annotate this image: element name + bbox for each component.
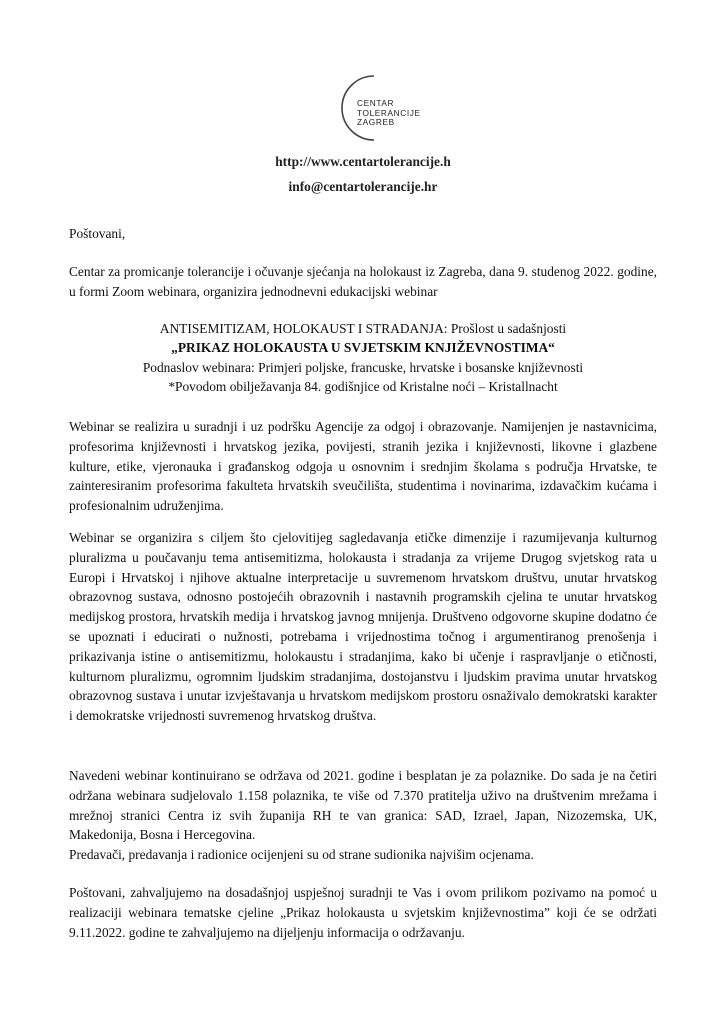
logo-text (357, 99, 421, 128)
website-link[interactable]: http://www.centartolerancije.h (275, 154, 451, 169)
intro-paragraph: Centar za promicanje tolerancije i očuvanje sjećanja na holokaust iz Zagreba, dana 9. studenog 2022. godine, u formi Zoom webinara, organizira jednodnevni edukacijski webinar (69, 264, 657, 299)
logo-line-1: CENTAR (357, 98, 395, 108)
webinar-subtitle: Podnaslov webinara: Primjeri poljske, francuske, hrvatske i bosanske književnosti (142, 359, 584, 375)
paragraph-history: Navedeni webinar kontinuirano se održava od 2021. godine i besplatan je za polaznike. Do sada je na četiri održana webinara sudjelovalo 1.158 polaznika, te više od 7.370 pratitelja uživo na društvenim mrežama i mrežnoj stranici Centra iz svih županija RH te van granica: SAD, Izrael, Japan, Nizozemska, UK, Makedonija, Bosna i Hercegovina. (69, 768, 657, 843)
organization-logo (326, 72, 446, 144)
greeting: Poštovani, (69, 226, 126, 241)
webinar-title-line-2: „PRIKAZ HOLOKAUSTA U SVJETSKIM KNJIŽEVNOSTIMA“ (171, 340, 555, 356)
paragraph-partners: Webinar se realizira u suradnji i uz podršku Agencije za odgoj i obrazovanje. Namijenjen je nastavnicima, profesorima književnosti i hrvatskog jezika, povijesti, stranih jezika i književnosti, likovne i glazbene kulture, etike, vjeronauka i građanskog odgoja u osnovnim i srednjim školama s područja Hrvatske, te zainteresiranim profesorima fakulteta hrvatskih sveučilišta, studentima i novinarima, izdavačkim kućama i profesionalnim udruženjima. (69, 419, 657, 514)
webinar-title-line-1: ANTISEMITIZAM, HOLOKAUST I STRADANJA: Prošlost u sadašnjosti (159, 321, 567, 336)
email-link[interactable]: info@centartolerancije.hr (288, 179, 438, 194)
paragraph-ratings: Predavači, predavanja i radionice ocijenjeni su od strane sudionika najvišim ocjenama. (69, 847, 534, 862)
webinar-occasion: *Povodom obilježavanja 84. godišnjice od Kristalne noći – Kristallnacht (168, 379, 558, 395)
paragraph-closing: Poštovani, zahvaljujemo na dosadašnjoj uspješnoj suradnji te Vas i ovom prilikom pozivamo na pomoć u realizaciji webinara tematske cjeline „Prikaz holokausta u svjetskim književnostima” koji će se održati 9.11.2022. godine te zahvaljujemo na dijeljenju informacija o održavanju. (69, 885, 657, 940)
paragraph-goals: Webinar se organizira s ciljem što cjelovitijeg sagledavanja etičke dimenzije i razumijevanja kulturnog pluralizma u poučavanju tema antisemitizma, holokausta i stradanja za vrijeme Drugog svjetskog rata u Europi i Hrvatskoj i njihove aktualne interpretacije u suvremenom hrvatskom društvu, unutar hrvatskog obrazovnog sustava, odnosno postojećih obrazovnih i nastavnih programskih cjelina te unutar hrvatskog medijskog prostora, hrvatskih medija i hrvatskog javnog mnijenja. Društveno odgovorne skupine dodatno će se upoznati i educirati o nužnosti, potrebama i vrijednostima točnog i argumentiranog prenošenja i prikazivanja istine o antisemitizmu, holokaustu i stradanjima, kako bi učenje i raspravljanje o etičnosti, kulturnom pluralizmu, ogromnim ljudskim stradanjima, dostojanstvu i ljudskim pravima unutar hrvatskog obrazovnog sustava i unutar izvještavanja u hrvatskom medijskom prostoru osnaživalo demokratski karakter i demokratske vrijednosti suvremenog hrvatskog društva. (69, 530, 657, 724)
logo-line-3: ZAGREB (357, 117, 395, 128)
webinar-title-block (0, 319, 726, 397)
logo-line-2: TOLERANCIJE (357, 107, 421, 118)
